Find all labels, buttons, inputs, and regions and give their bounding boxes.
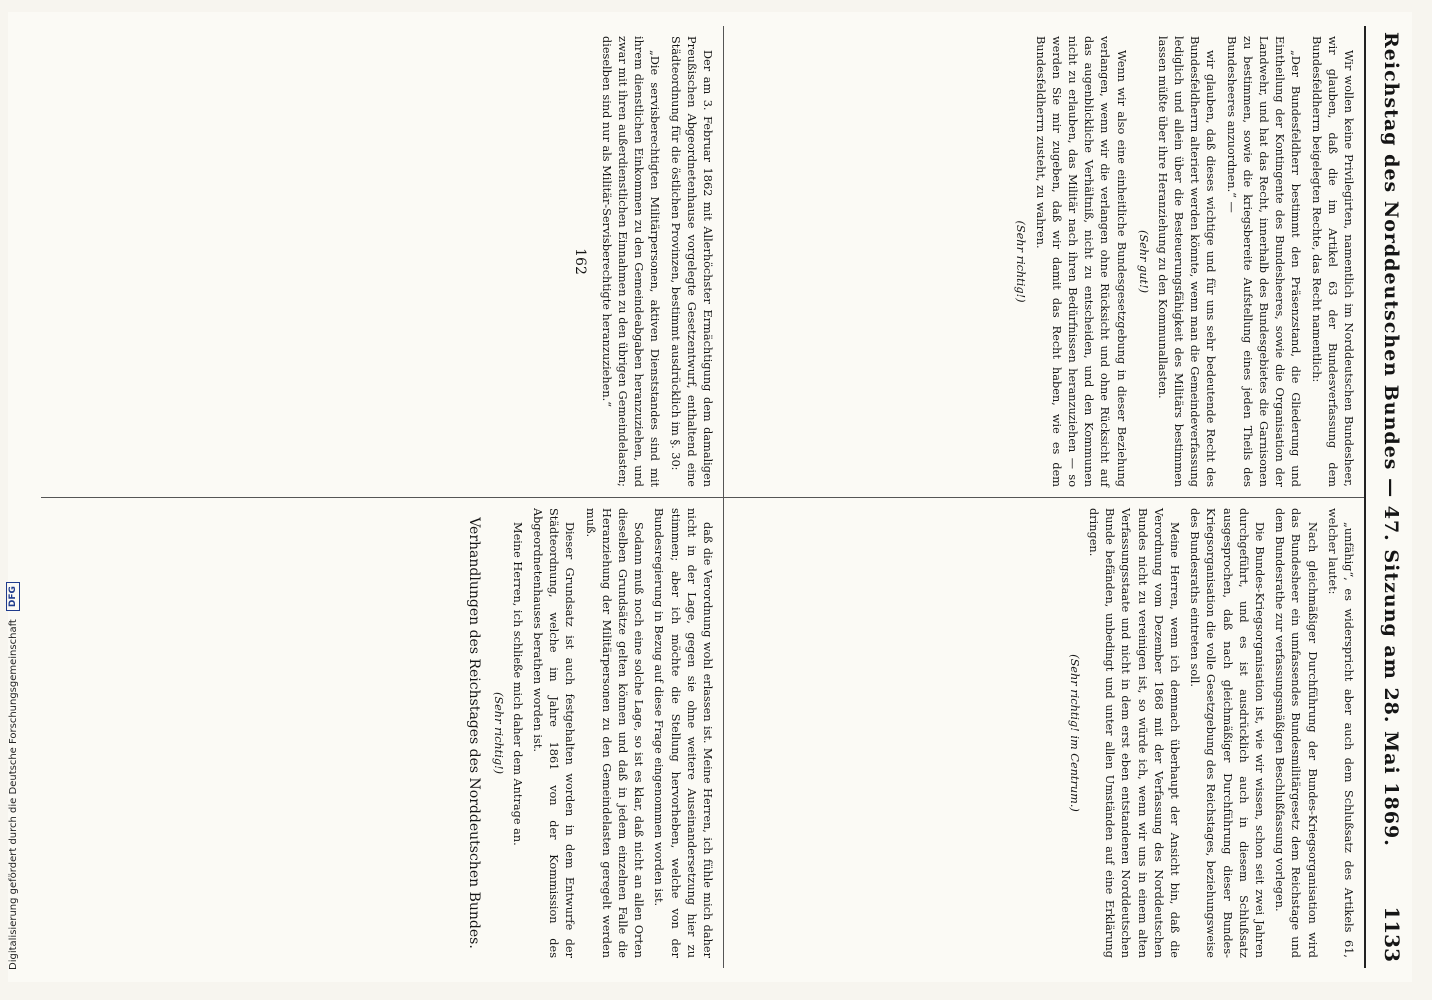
paragraph: Wenn wir also eine einheitliche Bundesgesetzgebung in dieser Beziehung verlangen, wenn wir die verlangen ohne Rücksicht und ohne Rücksicht auf das augenblickliche Verhältniß, nicht zu entscheiden, und den Kommunen nicht zu erlauben, das Militär nach ihren Bedürfnissen heranzuziehen — so werden Sie mir zugeben, daß wir damit das Recht haben, wie es dem Bundesfeldherrn zusteht, zu wahren. [1033,36,1128,487]
paragraph: Sodann muß noch eine solche Lage, so ist es klar, daß nicht an allen Orten dieselben Grundsätze gelten können und daß in jedem einzelnen Falle die Heranziehung der Militärpersonen zu den Gemeindelasten geregelt werden muß. [583,508,646,958]
lower-half [41,26,724,968]
interjection: (Sehr richtig! im Centrum.) [1067,654,1081,812]
lower-right-column [41,497,723,968]
running-footer: Verhandlungen des Reichstages des Norddeutschen Bundes. [465,517,482,949]
interjection: (Sehr richtig!) [491,691,505,775]
paragraph: „unfähig“, es widerspricht aber auch dem Schlußsatz des Artikels 61, welcher lautet: [1325,508,1355,958]
page-title: Reichstag des Norddeutschen Bundes — 47. Sitzung am 28. Mai 1869. [1380,32,1402,847]
paragraph: Wir wollen keine Privilegirten, namentlich im Norddeutschen Bundesheer, wir glauben, daß die im Artikel 63 der Bundesverfassung dem Bundesfeldherrn beigelegten Rechte, das Recht namentlich: [1309,36,1355,487]
credit-text: Digitalisierung gefördert durch die Deutsche Forschungsgemeinschaft [7,619,19,970]
paragraph: Dieser Grundsatz ist auch festgehalten worden in dem Entwurfe der Städteordnung, welche im Jahre 1861 von der Kommission des Abgeordnetenhauses berathen worden ist. [530,508,577,958]
page-number: 1133 [1380,906,1404,962]
page-header [1364,26,1404,968]
paragraph: Meine Herren, wenn ich demnach überhaupt der Ansicht bin, daß die Verordnung vom Dezember 1868 mit der Verfassung des Norddeutschen Bundes nicht zu vereinigen ist, so würde ich, wenn wir uns in einem alten Verfassungsstaate und nicht in dem erst eben entstandenen Norddeutschen Bunde befänden, unbedingt und unter allen Umständen auf eine Erklärung dringen. [1086,508,1181,958]
paragraph: Meine Herren, ich schließe mich daher dem Antrage an. [510,522,524,846]
upper-half [724,26,1364,968]
paragraph: Die Bundes-Kriegsorganisation ist, wie wir wissen, schon seit zwei Jahren durchgeführt, und es ist ausdrücklich auch in diesem Schlußsatz ausgesprochen, daß nach gleichmäßiger Durchführung dieser Bundes-Kriegsorganisation die volle Gesetzgebung des Reichstages, beziehungsweise des Bundesraths eintreten soll. [1188,508,1266,958]
upper-right-column [724,497,1364,968]
quotation: Nach gleichmäßiger Durchführung der Bundes-Kriegsorganisation wird das Bundesheer ein umfassendes Bundesmilitärgesetz dem Reichstage und dem Bundesrathe zur verfassungsmäßigen Beschlußfassung vorlegen. [1273,508,1319,958]
rotated-page [8,12,1412,982]
page-signature: 162 [571,248,588,275]
paragraph: daß die Verordnung wohl erlassen ist. Meine Herren, ich fühle mich daher nicht in der Lage, gegen sie ohne weitere Auseinandersetzung hier zu stimmen; aber ich möchte die Stellung hervorheben, welche von der Bundesregierung in Bezug auf diese Frage eingenommen worden ist. [652,508,714,958]
paragraph: wir glauben, daß dieses wichtige und für uns sehr bedeutende Recht des Bundesfeldherrn alteriert werden könnte, wenn man die Gemeindeverfassung lediglich und allein über die Besteuerungsfähigkeit des Militärs bestimmen lassen müßte über ihre Heranziehung zu den Kommunallasten. [1155,36,1218,487]
upper-left-column [724,26,1364,497]
quotation: „Der Bundesfeldherr bestimmt den Präsenzstand, die Gliederung und Eintheilung der Kontingente des Bundesheeres, sowie die Organisation der Landwehr, und hat das Recht, innerhalb des Bundesgebietes die Garnisonen zu bestimmen, sowie die kriegsbereite Aufstellung eines jeden Theils des Bundesheeres anzuordnen.“ — [1224,36,1303,487]
interjection: (Sehr gut!) [1136,229,1150,294]
dfg-logo: DFG [6,582,20,611]
lower-left-column [41,26,723,497]
digitization-credit [6,0,20,1000]
paragraph: Der am 3. Februar 1862 mit Allerhöchster Ermächtigung dem damaligen Preußischen Abgeordnetenhause vorgelegte Gesetzentwurf, enthaltend eine Städteordnung für die östlichen Provinzen, bestimmt ausdrücklich im §. 30: [668,36,714,487]
quotation: „Die servisberechtigten Militärpersonen, aktiven Dienststandes sind mit ihrem dienstlichen Einkommen zu den Gemeindeabgaben heranzuziehen, und zwar mit ihren außerdienstlichen Einnahmen zu den übrigen Gemeindelasten; dieselben sind nur als Militär-Servisberechtigte heranzuziehen.“ [599,36,662,487]
interjection: (Sehr richtig!) [1014,220,1028,303]
